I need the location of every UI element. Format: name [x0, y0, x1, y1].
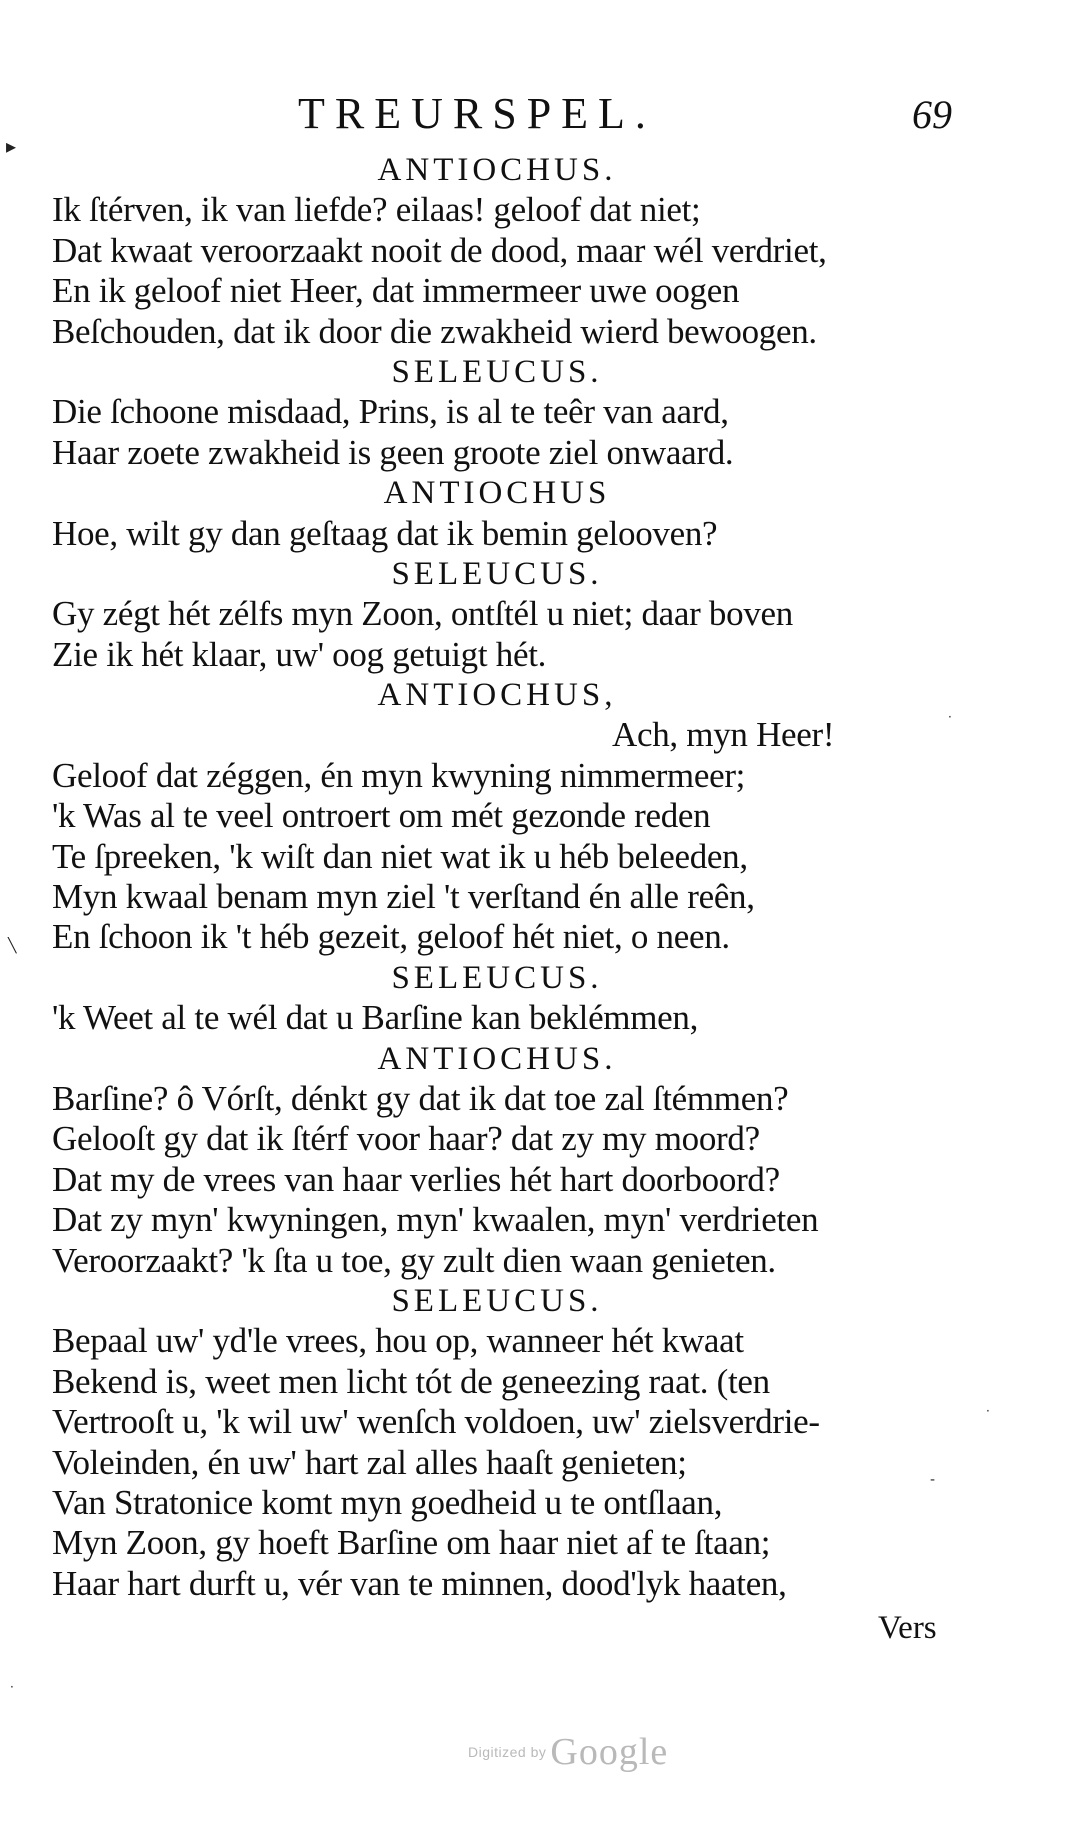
verse-line: Haar hart durft u, vér van te minnen, dood'lyk haaten, — [52, 1563, 787, 1603]
running-head — [0, 88, 1075, 148]
verse-line: En ik geloof niet Heer, dat immermeer uwe oogen — [52, 271, 740, 311]
speaker-heading: SELEUCUS. — [391, 555, 603, 592]
verse-line: Gy zégt hét zélfs myn Zoon, ontſtél u niet; daar boven — [52, 594, 793, 634]
verse-line: Myn kwaal benam myn ziel 't verſtand én alle reên, — [52, 877, 755, 917]
speck-icon: · — [10, 1680, 14, 1694]
verse-line: Zie ik hét klaar, uw' oog getuigt hét. — [52, 634, 547, 674]
verse-line: Dat kwaat veroorzaakt nooit de dood, maar wél verdriet, — [52, 230, 827, 270]
verse-line: Myn Zoon, gy hoeft Barſine om haar niet af te ſtaan; — [52, 1523, 771, 1563]
verse-line: Te ſpreeken, 'k wiſt dan niet wat ik u héb beleeden, — [52, 836, 748, 876]
verse-line: Hoe, wilt gy dan geſtaag dat ik bemin gelooven? — [52, 513, 718, 553]
speck-icon: - — [930, 1472, 936, 1488]
digitization-watermark — [468, 1730, 668, 1774]
speaker-heading: ANTIOCHUS — [383, 475, 611, 512]
verse-line: Van Stratonice komt myn goedheid u te ontſlaan, — [52, 1482, 723, 1522]
watermark-prefix: Digitized by — [468, 1744, 547, 1760]
speaker-heading: ANTIOCHUS. — [377, 1040, 617, 1077]
speck-icon: · — [986, 1404, 990, 1418]
speaker-heading: SELEUCUS. — [391, 353, 603, 390]
verse-line: Geloof dat zéggen, én myn kwyning nimmermeer; — [52, 755, 746, 795]
play-text — [52, 150, 972, 1604]
speaker-heading: ANTIOCHUS. — [377, 152, 617, 188]
verse-line: Dat my de vrees van haar verlies hét hart doorboord? — [52, 1159, 780, 1199]
verse-line: Haar zoete zwakheid is geen groote ziel onwaard. — [52, 432, 734, 472]
margin-tick-icon: ╲ — [8, 938, 17, 954]
speaker-heading: ANTIOCHUS, — [377, 677, 617, 714]
verse-line: Bepaal uw' yd'le vrees, hou op, wanneer hét kwaat — [52, 1321, 744, 1361]
verse-line-indented: Ach, myn Heer! — [612, 715, 835, 755]
verse-line: 'k Was al te veel ontroert om mét gezonde reden — [52, 796, 711, 836]
verse-line: Veroorzaakt? 'k ſta u toe, gy zult dien waan genieten. — [52, 1240, 776, 1280]
speck-icon: · — [948, 710, 952, 724]
verse-line: Voleinden, én uw' hart zal alles haaſt genieten; — [52, 1442, 687, 1482]
margin-mark-icon: ▸ — [6, 134, 17, 158]
verse-line: Gelooſt gy dat ik ſtérf voor haar? dat zy my moord? — [52, 1119, 760, 1159]
verse-line: Ik ſtérven, ik van liefde? eilaas! geloof dat niet; — [52, 190, 701, 230]
verse-line: Barſine? ô Vórſt, dénkt gy dat ik dat toe zal ſtémmen? — [52, 1078, 789, 1118]
verse-line: Bekend is, weet men licht tót de geneezing raat. (ten — [52, 1361, 770, 1401]
verse-line: En ſchoon ik 't héb gezeit, geloof hét niet, o neen. — [52, 917, 730, 957]
verse-line: Dat zy myn' kwyningen, myn' kwaalen, myn' verdrieten — [52, 1200, 819, 1240]
verse-line: 'k Weet al te wél dat u Barſine kan beklémmen, — [52, 998, 699, 1038]
verse-line: Beſchouden, dat ik door die zwakheid wierd bewoogen. — [52, 311, 817, 351]
running-title: TREURSPEL. — [298, 89, 656, 138]
speaker-heading: SELEUCUS. — [391, 1282, 603, 1319]
verse-line: Die ſchoone misdaad, Prins, is al te teêr van aard, — [52, 392, 729, 432]
page-number: 69 — [912, 92, 952, 137]
catchword: Vers — [878, 1610, 937, 1646]
speaker-heading: SELEUCUS. — [391, 959, 603, 996]
google-logo: Google — [550, 1731, 669, 1773]
verse-line: Vertrooſt u, 'k wil uw' wenſch voldoen, uw' zielsverdrie- — [52, 1402, 820, 1442]
